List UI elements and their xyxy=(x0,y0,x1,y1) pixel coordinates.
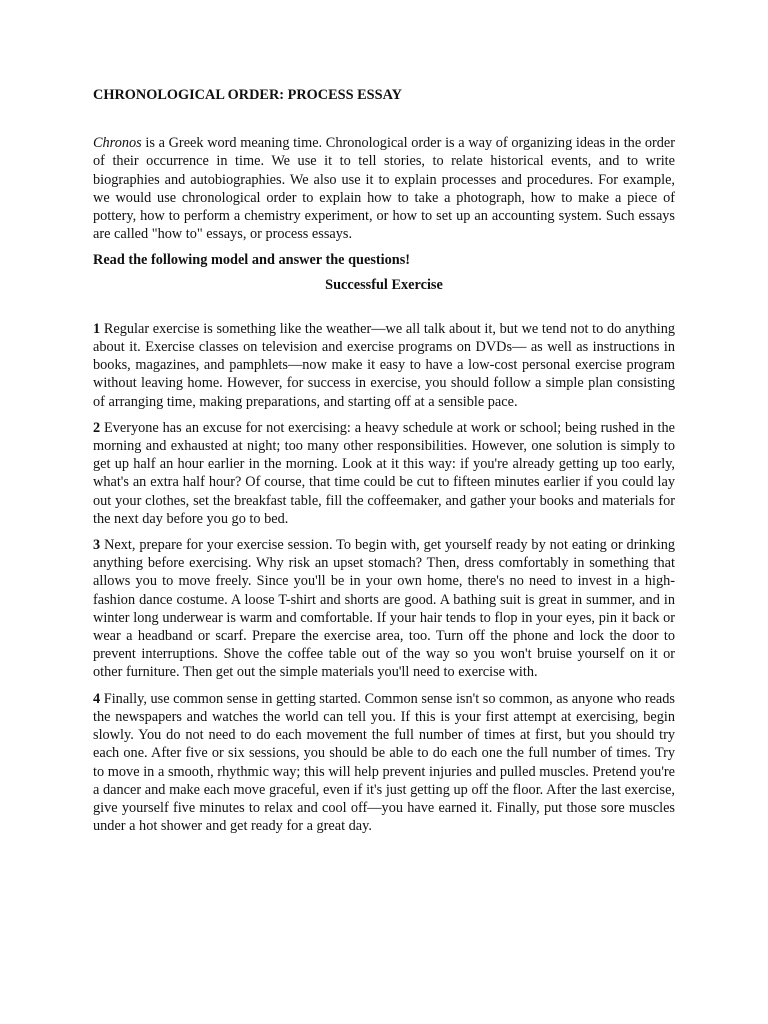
essay-title: Successful Exercise xyxy=(325,276,443,293)
paragraph-number: 3 xyxy=(93,537,101,554)
essay-paragraph-2 xyxy=(93,419,675,528)
essay-paragraph-1 xyxy=(93,320,675,411)
intro-text: is a Greek word meaning time. Chronological order is a way of organizing ideas in the order of their occurrence in time. We use it to tell stories, to relate historical events, and to write biographies and autobiographies. We also use it to explain processes and procedures. For example, we would use chronological order to explain how to take a photograph, how to make a piece of pottery, how to perform a chemistry experiment, or how to set up an accounting system. Such essays are called "how to" essays, or process essays. xyxy=(93,135,675,243)
intro-italic-word: Chronos xyxy=(93,135,142,152)
document-title: CHRONOLOGICAL ORDER: PROCESS ESSAY xyxy=(93,87,402,103)
paragraph-number: 4 xyxy=(93,690,101,707)
paragraph-number: 2 xyxy=(93,419,101,436)
paragraph-number: 1 xyxy=(93,320,101,337)
instruction-text: Read the following model and answer the questions! xyxy=(93,252,411,269)
document-page xyxy=(93,86,675,835)
essay-paragraph-3 xyxy=(93,536,675,682)
paragraph-text: Next, prepare for your exercise session. To begin with, get yourself ready by not eating or drinking anything before exercising. Why risk an upset stomach? Then, dress comfortably in something that allows you to move freely. Since you'll be in your own home, there's no need to invest in a high-fashion dance costume. A loose T-shirt and shorts are good. A bathing suit is great in summer, and in winter long underwear is warm and comfortable. If your hair tends to flop in your eyes, pin it back or wear a headband or scarf. Prepare the exercise area, too. Turn off the phone and lock the door to prevent interruptions. Shove the coffee table out of the way so you won't bruise yourself on it or other furniture. Then get out the simple materials you'll need to exercise with. xyxy=(93,537,675,681)
intro-paragraph xyxy=(93,134,675,243)
paragraph-text: Everyone has an excuse for not exercising: a heavy schedule at work or school; being rushed in the morning and exhausted at night; too many other responsibilities. However, one solution is simply to get up half an hour earlier in the morning. Look at it this way: if you're already getting up too early, what's an extra half hour? Of course, that time could be cut to fifteen minutes earlier if you could lay out your clothes, set the breakfast table, fill the coffeemaker, and gather your books and materials for the next day before you go to bed. xyxy=(93,419,675,527)
paragraph-text: Finally, use common sense in getting started. Common sense isn't so common, as anyone who reads the newspapers and watches the world can tell you. If this is your first attempt at exercising, begin slowly. You do not need to do each movement the full number of times at first, but you should try each one. After five or six sessions, you should be able to do each one the full number of times. Try to move in a smooth, rhythmic way; this will help prevent injuries and pulled muscles. Pretend you're a dancer and make each move graceful, even if it's just getting up off the floor. After the last exercise, give yourself five minutes to relax and cool off—you have earned it. Finally, put those sore muscles under a hot shower and get ready for a great day. xyxy=(93,690,675,835)
paragraph-text: Regular exercise is something like the weather—we all talk about it, but we tend not to do anything about it. Exercise classes on television and exercise programs on DVDs— as well as instructions in books, magazines, and pamphlets—now make it easy to have a low-cost personal exercise program without leaving home. However, for success in exercise, you should follow a simple plan consisting of arranging time, making preparations, and starting off at a sensible pace. xyxy=(93,320,675,410)
essay-paragraph-4 xyxy=(93,690,675,836)
